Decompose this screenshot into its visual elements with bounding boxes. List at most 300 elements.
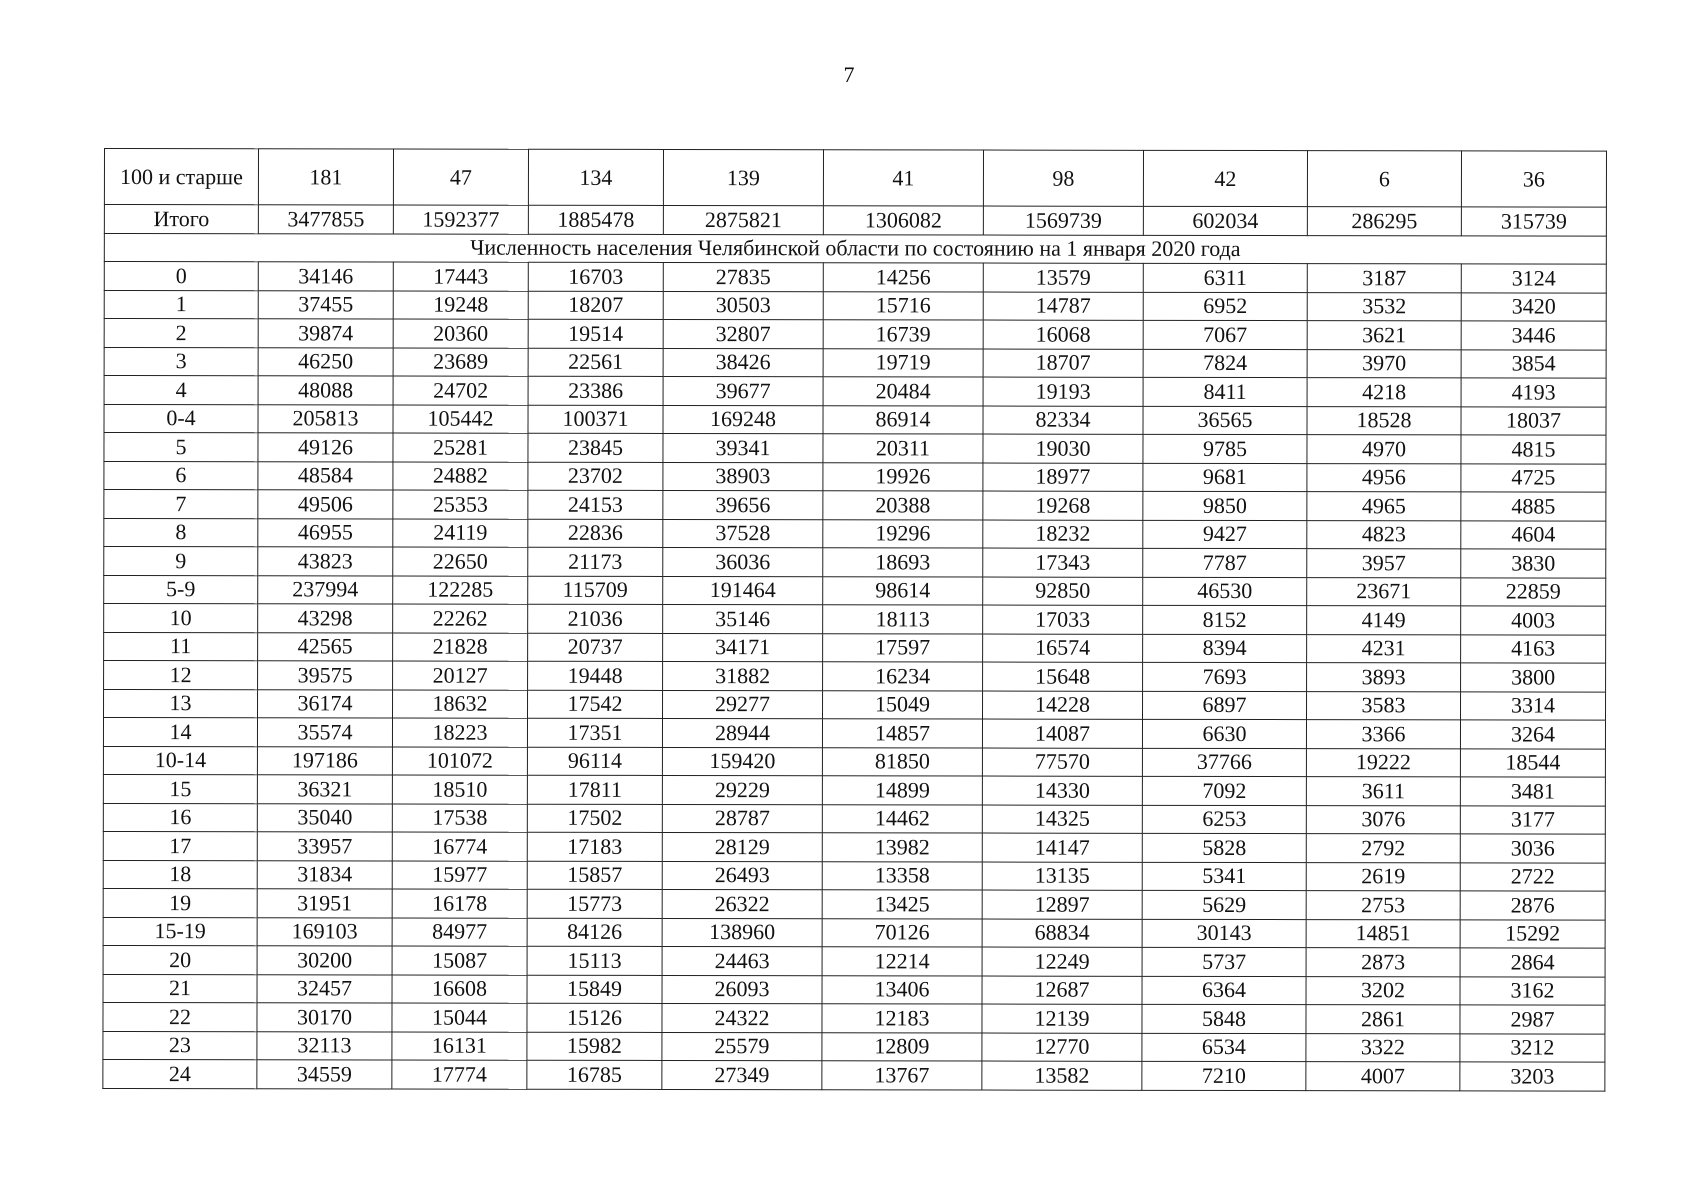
value-cell: 9785 <box>1143 434 1307 463</box>
value-cell: 5848 <box>1142 1004 1306 1033</box>
value-cell: 4003 <box>1461 606 1606 635</box>
value-cell: 3621 <box>1307 321 1461 350</box>
value-cell: 3970 <box>1307 349 1461 378</box>
value-cell: 12183 <box>822 1004 982 1033</box>
value-cell: 115709 <box>528 576 663 605</box>
value-cell: 26093 <box>662 975 822 1004</box>
value-cell: 101072 <box>392 747 527 776</box>
value-cell: 3893 <box>1307 663 1461 692</box>
value-cell: 24702 <box>393 376 528 405</box>
value-cell: 12687 <box>982 976 1142 1005</box>
value-cell: 25281 <box>393 433 528 462</box>
value-cell: 17542 <box>528 690 663 719</box>
value-cell: 96114 <box>527 747 662 776</box>
value-cell: 14325 <box>982 805 1142 834</box>
row-label-cell: 19 <box>103 888 257 917</box>
value-cell: 21828 <box>393 633 528 662</box>
value-cell: 3264 <box>1460 720 1605 749</box>
row-label-cell: 20 <box>103 945 257 974</box>
value-cell: 4725 <box>1461 463 1606 492</box>
value-cell: 2861 <box>1306 1005 1460 1034</box>
section-row <box>104 233 1606 264</box>
table-row <box>104 290 1606 321</box>
value-cell: 36321 <box>257 775 392 804</box>
value-cell: 8152 <box>1143 605 1307 634</box>
value-cell: 48088 <box>258 376 393 405</box>
value-cell: 18037 <box>1461 406 1606 435</box>
value-cell: 35146 <box>663 604 823 633</box>
table-row <box>104 319 1606 350</box>
value-cell: 39677 <box>663 376 823 405</box>
value-cell: 17351 <box>527 718 662 747</box>
value-cell: 17033 <box>983 605 1143 634</box>
value-cell: 20484 <box>823 377 983 406</box>
value-cell: 3481 <box>1460 777 1605 806</box>
value-cell: 237994 <box>258 575 393 604</box>
value-cell: 18232 <box>983 520 1143 549</box>
population-table <box>102 148 1607 1091</box>
value-cell: 19296 <box>823 519 983 548</box>
value-cell: 38903 <box>663 462 823 491</box>
value-cell: 19448 <box>528 661 663 690</box>
table-row <box>103 1002 1605 1033</box>
table-row <box>103 803 1605 834</box>
value-cell: 138960 <box>662 918 822 947</box>
value-cell: 100371 <box>528 405 663 434</box>
value-cell: 16574 <box>983 634 1143 663</box>
row-label-cell: 5 <box>104 433 258 462</box>
value-cell: 19222 <box>1306 748 1460 777</box>
value-cell: 46250 <box>258 347 393 376</box>
value-cell: 15113 <box>527 946 662 975</box>
value-cell: 20127 <box>393 661 528 690</box>
value-cell: 16131 <box>392 1032 527 1061</box>
row-label-cell: 24 <box>103 1059 257 1088</box>
section-title: Численность населения Челябинской области по состоянию на 1 января 2020 года <box>104 233 1606 264</box>
value-cell: 30200 <box>257 946 392 975</box>
value-cell: 24463 <box>662 946 822 975</box>
value-cell: 24882 <box>393 462 528 491</box>
value-cell: 15773 <box>527 889 662 918</box>
value-cell: 14899 <box>822 776 982 805</box>
value-cell: 81850 <box>822 747 982 776</box>
value-cell: 3854 <box>1461 349 1606 378</box>
value-cell: 4149 <box>1307 606 1461 635</box>
value-cell: 32457 <box>257 974 392 1003</box>
value-cell: 3076 <box>1306 805 1460 834</box>
table-row <box>104 376 1606 407</box>
value-cell: 20311 <box>823 434 983 463</box>
table-row <box>103 1031 1605 1062</box>
value-cell: 7067 <box>1143 320 1307 349</box>
table-row <box>103 917 1605 948</box>
value-cell: 5629 <box>1142 890 1306 919</box>
value-cell: 7092 <box>1142 776 1306 805</box>
value-cell: 3446 <box>1461 321 1606 350</box>
table-row <box>104 461 1606 492</box>
value-cell: 37766 <box>1142 748 1306 777</box>
row-label-cell: 5-9 <box>104 575 258 604</box>
value-cell: 2753 <box>1306 891 1460 920</box>
value-cell: 3583 <box>1307 691 1461 720</box>
value-cell: 6630 <box>1142 719 1306 748</box>
value-cell: 3202 <box>1306 976 1460 1005</box>
value-cell: 5341 <box>1142 862 1306 891</box>
value-cell: 197186 <box>257 746 392 775</box>
value-cell: 42 <box>1143 150 1307 206</box>
value-cell: 42565 <box>258 632 393 661</box>
value-cell: 25579 <box>662 1032 822 1061</box>
value-cell: 24119 <box>393 519 528 548</box>
value-cell: 20737 <box>528 633 663 662</box>
value-cell: 36565 <box>1143 406 1307 435</box>
value-cell: 30503 <box>663 291 823 320</box>
value-cell: 43823 <box>258 547 393 576</box>
value-cell: 82334 <box>983 406 1143 435</box>
value-cell: 3611 <box>1306 777 1460 806</box>
value-cell: 14228 <box>983 691 1143 720</box>
value-cell: 39575 <box>258 661 393 690</box>
value-cell: 39656 <box>663 490 823 519</box>
value-cell: 18113 <box>823 605 983 634</box>
value-cell: 2722 <box>1460 862 1605 891</box>
value-cell: 4193 <box>1461 378 1606 407</box>
row-label-cell: 12 <box>104 661 258 690</box>
value-cell: 28129 <box>662 832 822 861</box>
value-cell: 13982 <box>822 833 982 862</box>
row-label-cell: 1 <box>104 290 258 319</box>
value-cell: 3124 <box>1461 264 1606 293</box>
value-cell: 13358 <box>822 861 982 890</box>
value-cell: 28787 <box>662 804 822 833</box>
value-cell: 16234 <box>823 662 983 691</box>
value-cell: 77570 <box>982 748 1142 777</box>
value-cell: 6952 <box>1143 292 1307 321</box>
value-cell: 36036 <box>663 547 823 576</box>
value-cell: 122285 <box>393 576 528 605</box>
value-cell: 20360 <box>393 319 528 348</box>
table-row <box>104 689 1606 720</box>
value-cell: 9850 <box>1143 491 1307 520</box>
value-cell: 7787 <box>1143 548 1307 577</box>
value-cell: 18544 <box>1460 748 1605 777</box>
value-cell: 70126 <box>822 918 982 947</box>
value-cell: 48584 <box>258 461 393 490</box>
value-cell: 6 <box>1307 151 1461 207</box>
value-cell: 7210 <box>1142 1061 1306 1090</box>
row-label-cell: 16 <box>103 803 257 832</box>
value-cell: 5737 <box>1142 947 1306 976</box>
value-cell: 286295 <box>1307 207 1461 236</box>
row-label-cell: 8 <box>104 518 258 547</box>
value-cell: 3187 <box>1307 264 1461 293</box>
value-cell: 30143 <box>1142 919 1306 948</box>
value-cell: 4815 <box>1461 435 1606 464</box>
value-cell: 46530 <box>1143 577 1307 606</box>
table-row-total <box>104 205 1606 236</box>
value-cell: 3830 <box>1461 549 1606 578</box>
value-cell: 15857 <box>527 861 662 890</box>
row-label-cell: 13 <box>104 689 258 718</box>
value-cell: 17538 <box>392 804 527 833</box>
value-cell: 13425 <box>822 890 982 919</box>
table-row-100-plus <box>104 149 1606 208</box>
row-label-cell: 100 и старше <box>104 149 258 205</box>
value-cell: 2873 <box>1306 948 1460 977</box>
value-cell: 86914 <box>823 405 983 434</box>
value-cell: 3322 <box>1306 1033 1460 1062</box>
value-cell: 14087 <box>982 719 1142 748</box>
value-cell: 19719 <box>823 348 983 377</box>
value-cell: 35040 <box>257 803 392 832</box>
value-cell: 84126 <box>527 918 662 947</box>
value-cell: 41 <box>823 150 983 206</box>
value-cell: 3314 <box>1461 691 1606 720</box>
row-label-cell: 14 <box>103 718 257 747</box>
value-cell: 159420 <box>662 747 822 776</box>
row-label-cell: 4 <box>104 376 258 405</box>
value-cell: 2987 <box>1460 1005 1605 1034</box>
value-cell: 17774 <box>392 1060 527 1089</box>
table-row <box>104 604 1606 635</box>
value-cell: 17811 <box>527 775 662 804</box>
row-label-cell: 17 <box>103 831 257 860</box>
value-cell: 2619 <box>1306 862 1460 891</box>
value-cell: 22859 <box>1461 577 1606 606</box>
value-cell: 16608 <box>392 975 527 1004</box>
row-label-cell: 3 <box>104 347 258 376</box>
value-cell: 98614 <box>823 576 983 605</box>
value-cell: 3036 <box>1460 834 1605 863</box>
value-cell: 31834 <box>257 860 392 889</box>
value-cell: 25353 <box>393 490 528 519</box>
value-cell: 19193 <box>983 377 1143 406</box>
value-cell: 15292 <box>1460 919 1605 948</box>
value-cell: 23845 <box>528 433 663 462</box>
value-cell: 19514 <box>528 319 663 348</box>
value-cell: 23671 <box>1307 577 1461 606</box>
value-cell: 205813 <box>258 404 393 433</box>
value-cell: 15126 <box>527 1003 662 1032</box>
value-cell: 3366 <box>1306 720 1460 749</box>
value-cell: 18510 <box>392 775 527 804</box>
value-cell: 6311 <box>1143 263 1307 292</box>
value-cell: 134 <box>528 149 663 205</box>
row-label-cell: 21 <box>103 974 257 1003</box>
value-cell: 1885478 <box>528 205 663 234</box>
value-cell: 18223 <box>392 718 527 747</box>
value-cell: 3212 <box>1460 1033 1605 1062</box>
value-cell: 12249 <box>982 947 1142 976</box>
value-cell: 6253 <box>1142 805 1306 834</box>
value-cell: 13767 <box>822 1061 982 1090</box>
table-row <box>103 1059 1605 1090</box>
value-cell: 15044 <box>392 1003 527 1032</box>
value-cell: 18977 <box>983 463 1143 492</box>
table-row <box>104 661 1606 692</box>
value-cell: 32807 <box>663 319 823 348</box>
value-cell: 9681 <box>1143 463 1307 492</box>
row-label-cell: 22 <box>103 1002 257 1031</box>
value-cell: 30170 <box>257 1003 392 1032</box>
value-cell: 22262 <box>393 604 528 633</box>
value-cell: 23386 <box>528 376 663 405</box>
value-cell: 20388 <box>823 491 983 520</box>
value-cell: 26493 <box>662 861 822 890</box>
value-cell: 16785 <box>527 1060 662 1089</box>
value-cell: 33957 <box>257 832 392 861</box>
value-cell: 2864 <box>1460 948 1605 977</box>
value-cell: 12770 <box>982 1033 1142 1062</box>
value-cell: 169103 <box>257 917 392 946</box>
value-cell: 1592377 <box>393 205 528 234</box>
value-cell: 49506 <box>258 490 393 519</box>
value-cell: 29277 <box>663 690 823 719</box>
value-cell: 34146 <box>258 262 393 291</box>
value-cell: 15087 <box>392 946 527 975</box>
value-cell: 4885 <box>1461 492 1606 521</box>
table-row <box>103 974 1605 1005</box>
value-cell: 18632 <box>393 690 528 719</box>
value-cell: 37455 <box>258 290 393 319</box>
row-label-cell: 2 <box>104 319 258 348</box>
row-label-cell: 10-14 <box>103 746 257 775</box>
value-cell: 49126 <box>258 433 393 462</box>
table-row <box>104 575 1606 606</box>
value-cell: 12809 <box>822 1032 982 1061</box>
row-label-cell: 15 <box>103 774 257 803</box>
value-cell: 14857 <box>822 719 982 748</box>
value-cell: 4970 <box>1307 435 1461 464</box>
value-cell: 14147 <box>982 833 1142 862</box>
value-cell: 315739 <box>1461 207 1606 236</box>
value-cell: 191464 <box>663 576 823 605</box>
value-cell: 139 <box>663 149 823 205</box>
value-cell: 68834 <box>982 919 1142 948</box>
value-cell: 14787 <box>983 292 1143 321</box>
value-cell: 34559 <box>257 1060 392 1089</box>
value-cell: 18528 <box>1307 406 1461 435</box>
value-cell: 27835 <box>663 262 823 291</box>
value-cell: 105442 <box>393 405 528 434</box>
value-cell: 17597 <box>823 633 983 662</box>
value-cell: 19030 <box>983 434 1143 463</box>
value-cell: 2792 <box>1306 834 1460 863</box>
value-cell: 27349 <box>662 1060 822 1089</box>
value-cell: 4604 <box>1461 520 1606 549</box>
value-cell: 3957 <box>1307 549 1461 578</box>
value-cell: 15049 <box>823 690 983 719</box>
value-cell: 3477855 <box>258 205 393 234</box>
table-row <box>104 547 1606 578</box>
value-cell: 3800 <box>1461 663 1606 692</box>
value-cell: 4163 <box>1461 634 1606 663</box>
value-cell: 14851 <box>1306 919 1460 948</box>
page-number: 7 <box>843 62 855 87</box>
value-cell: 46955 <box>258 518 393 547</box>
value-cell: 7693 <box>1143 662 1307 691</box>
value-cell: 17443 <box>393 262 528 291</box>
value-cell: 181 <box>258 149 393 205</box>
value-cell: 6364 <box>1142 976 1306 1005</box>
value-cell: 16068 <box>983 320 1143 349</box>
value-cell: 9427 <box>1143 520 1307 549</box>
value-cell: 14330 <box>982 776 1142 805</box>
value-cell: 3177 <box>1460 805 1605 834</box>
value-cell: 4218 <box>1307 378 1461 407</box>
value-cell: 36 <box>1461 151 1606 207</box>
value-cell: 5828 <box>1142 833 1306 862</box>
value-cell: 31882 <box>663 661 823 690</box>
value-cell: 6897 <box>1143 691 1307 720</box>
value-cell: 12139 <box>982 1004 1142 1033</box>
value-cell: 24322 <box>662 1003 822 1032</box>
value-cell: 2875821 <box>663 205 823 234</box>
value-cell: 17183 <box>527 832 662 861</box>
value-cell: 37528 <box>663 519 823 548</box>
value-cell: 18207 <box>528 291 663 320</box>
row-label-cell: 10 <box>104 604 258 633</box>
value-cell: 13135 <box>982 862 1142 891</box>
value-cell: 15716 <box>823 291 983 320</box>
value-cell: 16739 <box>823 320 983 349</box>
value-cell: 17343 <box>983 548 1143 577</box>
value-cell: 21036 <box>528 604 663 633</box>
value-cell: 26322 <box>662 889 822 918</box>
value-cell: 47 <box>393 149 528 205</box>
value-cell: 24153 <box>528 490 663 519</box>
value-cell: 14256 <box>823 263 983 292</box>
table-row <box>104 404 1606 435</box>
value-cell: 12214 <box>822 947 982 976</box>
value-cell: 16774 <box>392 832 527 861</box>
value-cell: 1569739 <box>983 206 1143 235</box>
value-cell: 15977 <box>392 861 527 890</box>
value-cell: 7824 <box>1143 349 1307 378</box>
value-cell: 19926 <box>823 462 983 491</box>
table-row <box>104 518 1606 549</box>
value-cell: 23702 <box>528 462 663 491</box>
value-cell: 32113 <box>257 1031 392 1060</box>
row-label-cell: 6 <box>104 461 258 490</box>
row-label-cell: Итого <box>104 205 258 234</box>
row-label-cell: 23 <box>103 1031 257 1060</box>
value-cell: 3532 <box>1307 292 1461 321</box>
value-cell: 18693 <box>823 548 983 577</box>
table-row <box>103 888 1605 919</box>
value-cell: 6534 <box>1142 1033 1306 1062</box>
value-cell: 13406 <box>822 975 982 1004</box>
value-cell: 31951 <box>257 889 392 918</box>
value-cell: 18707 <box>983 349 1143 378</box>
value-cell: 4956 <box>1307 463 1461 492</box>
value-cell: 84977 <box>392 918 527 947</box>
value-cell: 19268 <box>983 491 1143 520</box>
value-cell: 39874 <box>258 319 393 348</box>
table-row <box>103 831 1605 862</box>
row-label-cell: 15-19 <box>103 917 257 946</box>
value-cell: 92850 <box>983 577 1143 606</box>
table-row <box>103 718 1605 749</box>
table-row <box>104 347 1606 378</box>
value-cell: 15849 <box>527 975 662 1004</box>
value-cell: 4965 <box>1307 492 1461 521</box>
value-cell: 4823 <box>1307 520 1461 549</box>
value-cell: 8411 <box>1143 377 1307 406</box>
value-cell: 38426 <box>663 348 823 377</box>
value-cell: 3203 <box>1460 1062 1605 1091</box>
table-row <box>104 490 1606 521</box>
